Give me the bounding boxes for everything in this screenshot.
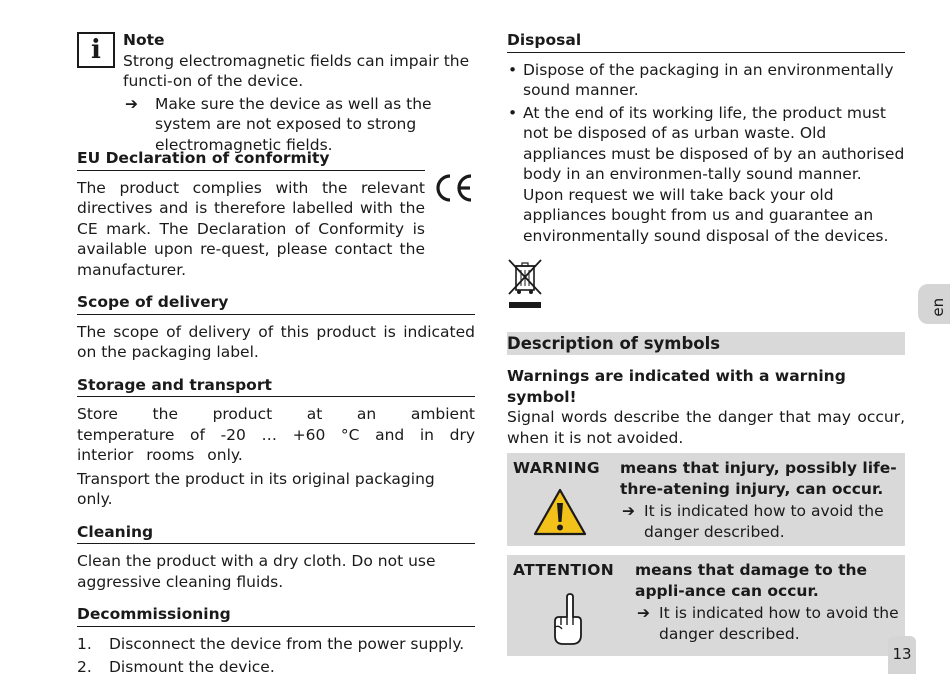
step-number: 2.	[77, 658, 92, 674]
scope-text: The scope of delivery of this product is indicated on the packaging label.	[77, 322, 475, 361]
decommissioning-section	[77, 604, 475, 674]
attention-tip-text: It is indicated how to avoid the danger described.	[659, 604, 899, 643]
disposal-list	[507, 60, 905, 247]
scope-section	[77, 292, 475, 363]
storage-section	[77, 375, 475, 510]
storage-text-2: Transport the product in its original packaging only.	[77, 469, 435, 508]
info-icon: i	[77, 32, 115, 68]
attention-box	[507, 555, 905, 656]
storage-text-1: Store the product at an ambient temperature of -20 … +60 °C and in dry interior rooms only.	[77, 405, 475, 464]
scope-heading: Scope of delivery	[77, 292, 475, 315]
eu-heading: EU Declaration of conformity	[77, 148, 425, 171]
crossed-out-bin-icon	[507, 258, 543, 310]
cleaning-section	[77, 522, 475, 593]
list-item	[77, 657, 475, 674]
disposal-section	[507, 30, 905, 332]
step-text: Disconnect the device from the power supply.	[109, 634, 465, 653]
arrow-icon: ➔	[622, 502, 635, 520]
page-number: 13	[888, 636, 916, 674]
disposal-heading: Disposal	[507, 30, 905, 53]
warning-tip-text: It is indicated how to avoid the danger described.	[644, 502, 884, 541]
cleaning-heading: Cleaning	[77, 522, 475, 545]
list-item	[77, 634, 475, 655]
note-tip	[123, 94, 475, 156]
warning-box	[507, 453, 905, 546]
warning-triangle-icon	[532, 487, 588, 537]
bullet: •	[508, 103, 518, 122]
bullet-text: Dispose of the packaging in an environmentally sound manner.	[523, 60, 894, 99]
list-item	[507, 60, 905, 101]
language-tab-label: en	[928, 297, 947, 317]
ce-mark-icon	[433, 172, 475, 204]
note-block	[77, 30, 475, 154]
attention-word: ATTENTION	[513, 561, 615, 579]
storage-heading: Storage and transport	[77, 375, 475, 398]
warning-meaning: means that injury, possibly life-thre-atening injury, can occur.	[620, 459, 897, 498]
right-column	[507, 30, 905, 656]
note-title: Note	[123, 31, 165, 49]
step-text: Dismount the device.	[109, 658, 275, 674]
arrow-icon: ➔	[125, 94, 138, 113]
language-tab	[918, 284, 950, 324]
left-column	[77, 30, 475, 674]
warning-word: WARNING	[513, 459, 600, 477]
symbols-subheading: Warnings are indicated with a warning symbol!	[507, 367, 846, 406]
cleaning-text: Clean the product with a dry cloth. Do not use aggressive cleaning fluids.	[77, 552, 436, 591]
attention-meaning: means that damage to the appli-ance can occur.	[635, 561, 868, 600]
bullet: •	[508, 60, 518, 79]
decommissioning-heading: Decommissioning	[77, 604, 475, 627]
note-tip-text: Make sure the device as well as the system are not exposed to strong electromagnetic fields.	[155, 94, 432, 154]
list-item	[507, 103, 905, 247]
bullet-text: At the end of its working life, the product must not be disposed of as urban waste. Old appliances must be disposed of by an authorised body in an environmen-tally sound manner. Upon request we will take back your old appliances bought from us and guarantee an environmentally sound disposal of the devices.	[523, 103, 905, 245]
step-number: 1.	[77, 634, 92, 653]
symbols-intro: Signal words describe the danger that may occur, when it is not avoided.	[507, 408, 905, 447]
symbols-section	[507, 332, 905, 657]
warning-tip	[620, 501, 899, 542]
arrow-icon: ➔	[637, 604, 650, 622]
symbols-heading: Description of symbols	[507, 332, 905, 356]
pointing-hand-icon	[551, 591, 585, 647]
eu-section	[77, 148, 475, 280]
note-text: Strong electromagnetic fields can impair the functi-on of the device.	[123, 51, 470, 90]
attention-tip	[635, 603, 899, 644]
eu-text: The product complies with the relevant directives and is therefore labelled with the CE mark. The Declaration of Conformity is available upon re-quest, please contact the manufacturer.	[77, 178, 425, 279]
